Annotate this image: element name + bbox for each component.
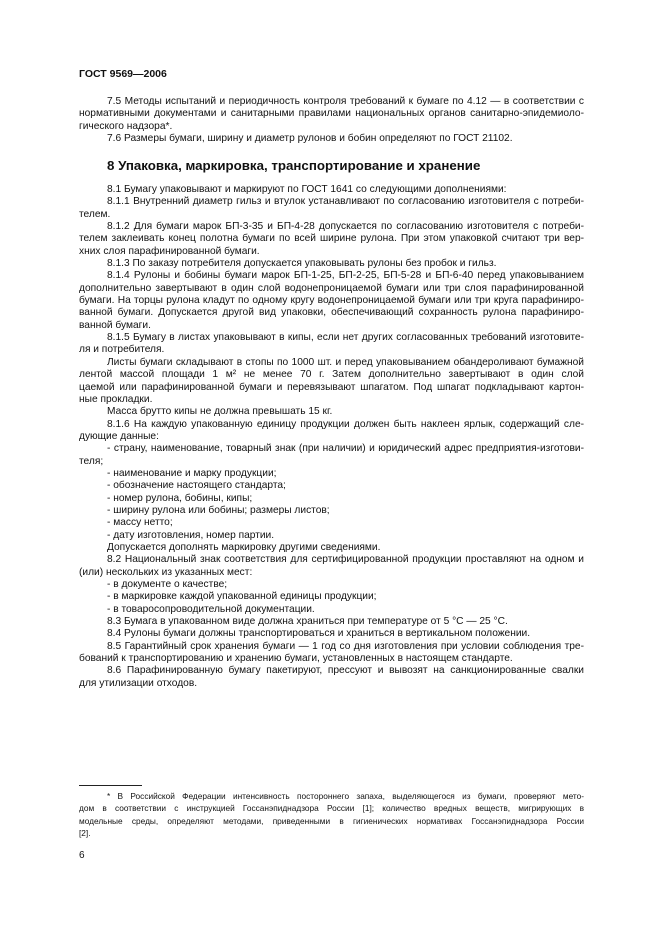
paragraph-line: - номер рулона, бобины, кипы; bbox=[107, 492, 253, 504]
paragraph-line: Листы бумаги складывают в стопы по 1000 шт. и перед упаковыванием обандероливают бумажной bbox=[107, 356, 584, 368]
paragraph-line: - массу нетто; bbox=[107, 517, 173, 529]
paragraph-line: 8.1.6 На каждую упакованную единицу продукции должен быть наклеен ярлык, содержащий сле- bbox=[107, 418, 584, 430]
paragraph-line: гического надзора*. bbox=[79, 120, 173, 132]
paragraph-line: для утилизации отходов. bbox=[79, 677, 198, 689]
section-8-text bbox=[79, 184, 584, 690]
paragraph-line: - в маркировке каждой упакованной единицы продукции; bbox=[107, 591, 377, 603]
paragraph-line: ные прокладки. bbox=[79, 393, 153, 405]
paragraph-line: 7.6 Размеры бумаги, ширину и диаметр рулонов и бобин определяют по ГОСТ 21102. bbox=[107, 133, 513, 145]
paragraph-line: дом в соответствии с инструкцией Госсанэпиднадзора России [1]; количество вредных веществ, мигрирующих в bbox=[79, 803, 584, 814]
paragraph-line: 8.2 Национальный знак соответствия для сертифицированной продукции проставляют на одном и bbox=[107, 554, 584, 566]
section-7-text bbox=[79, 96, 584, 145]
paragraph-line: 8.1 Бумагу упаковывают и маркируют по ГОСТ 1641 со следующими дополнениями: bbox=[107, 184, 507, 195]
paragraph-line: - наименование и марку продукции; bbox=[107, 467, 277, 479]
paragraph-line: теля; bbox=[79, 455, 104, 467]
paragraph-line: ванной бумаги. bbox=[79, 319, 151, 331]
paragraph-line: - в документе о качестве; bbox=[107, 579, 228, 590]
paragraph-line: 8.4 Рулоны бумаги должны транспортироваться и храниться в вертикальном положении. bbox=[107, 628, 531, 640]
paragraph-line: 8.1.5 Бумагу в листах упаковывают в кипы, если нет других согласованных требований изготовите- bbox=[107, 332, 584, 344]
paragraph-line: лентой массой площади 1 м² не менее 70 г. Затем дополнительно завертывают в один слой bbox=[79, 369, 584, 381]
paragraph-line: Допускается дополнять маркировку другими сведениями. bbox=[107, 541, 381, 553]
paragraph-line: 8.6 Парафинированную бумагу пакетируют, прессуют и вывозят на санкционированные свалки bbox=[107, 665, 584, 677]
paragraph-line: 8.3 Бумага в упакованном виде должна храниться при температуре от 5 °С — 25 °С. bbox=[107, 616, 508, 628]
paragraph-line: [2]. bbox=[79, 828, 91, 839]
paragraph-line: бований к транспортированию и хранению бумаги, установленных в настоящем стандарте. bbox=[79, 653, 513, 665]
paragraph-line: 8.5 Гарантийный срок хранения бумаги — 1 год со дня изготовления при условии соблюдения тре- bbox=[107, 640, 584, 652]
paragraph-line: дующие данные: bbox=[79, 430, 159, 442]
paragraph-line: телем. bbox=[79, 208, 111, 220]
paragraph-line: ля и потребителя. bbox=[79, 344, 165, 356]
footnote bbox=[79, 790, 584, 839]
paragraph-line: цаемой или парафинированной бумаги и перевязывают шпагатом. Под шпагат подкладывают картон- bbox=[79, 381, 584, 393]
paragraph-line: - в товаросопроводительной документации. bbox=[107, 603, 315, 615]
paragraph-line: - дату изготовления, номер партии. bbox=[107, 529, 275, 541]
paragraph-line: дополнительно завертывают в один слой водонепроницаемой бумаги или три слоя парафинированной bbox=[79, 282, 584, 294]
paragraph-line: бумаги. На торцы рулона кладут по одному кругу водонепроницаемой бумаги или три круга парафиниро- bbox=[79, 295, 584, 307]
paragraph-line: 7.5 Методы испытаний и периодичность контроля требований к бумаге по 4.12 — в соответствии с bbox=[107, 96, 584, 107]
paragraph-line: 8.1.2 Для бумаги марок БП-3-35 и БП-4-28 допускается по согласованию изготовителя с потреби- bbox=[107, 221, 584, 233]
paragraph-line: 8.1.3 По заказу потребителя допускается упаковывать рулоны без пробок и гильз. bbox=[107, 258, 497, 270]
paragraph-line: нормативными документами и санитарными правилами национальных органов санитарно-эпидемиоло- bbox=[79, 108, 584, 120]
paragraph-line: 8.1.1 Внутренний диаметр гильз и втулок устанавливают по согласованию изготовителя с потреби- bbox=[107, 196, 584, 208]
paragraph-line: * В Российской Федерации интенсивность постороннего запаха, выделяющегося из бумаги, проверяют мето- bbox=[107, 791, 584, 801]
paragraph-line: - ширину рулона или бобины; размеры листов; bbox=[107, 504, 330, 516]
paragraph-line: (или) нескольких из указанных мест: bbox=[79, 566, 253, 578]
footnote-divider bbox=[79, 785, 142, 786]
paragraph-line: Масса брутто кипы не должна превышать 15 кг. bbox=[107, 406, 333, 418]
section-heading: 8 Упаковка, маркировка, транспортирование и хранение bbox=[107, 158, 481, 173]
paragraph-line: - обозначение настоящего стандарта; bbox=[107, 480, 286, 492]
page-number: 6 bbox=[79, 850, 85, 861]
paragraph-line: хних слоя парафинированной бумаги. bbox=[79, 245, 260, 257]
paragraph-line: - страну, наименование, товарный знак (при наличии) и юридический адрес предприятия-изготови- bbox=[107, 443, 584, 455]
document-header: ГОСТ 9569—2006 bbox=[79, 68, 167, 80]
paragraph-line: модельные среды, определяют методами, приведенными в гигиенических нормативах Госсанэпиднадзора России bbox=[79, 815, 584, 826]
paragraph-line: ванной бумаги. Допускается другой вид упаковки, обеспечивающий сохранность рулона парафиниро- bbox=[79, 307, 584, 319]
paragraph-line: телем заклеивать конец полотна бумаги по всей ширине рулона. При этом упаковкой считают три вер- bbox=[79, 233, 584, 245]
paragraph-line: 8.1.4 Рулоны и бобины бумаги марок БП-1-25, БП-2-25, БП-5-28 и БП-6-40 перед упаковыванием bbox=[107, 270, 584, 282]
